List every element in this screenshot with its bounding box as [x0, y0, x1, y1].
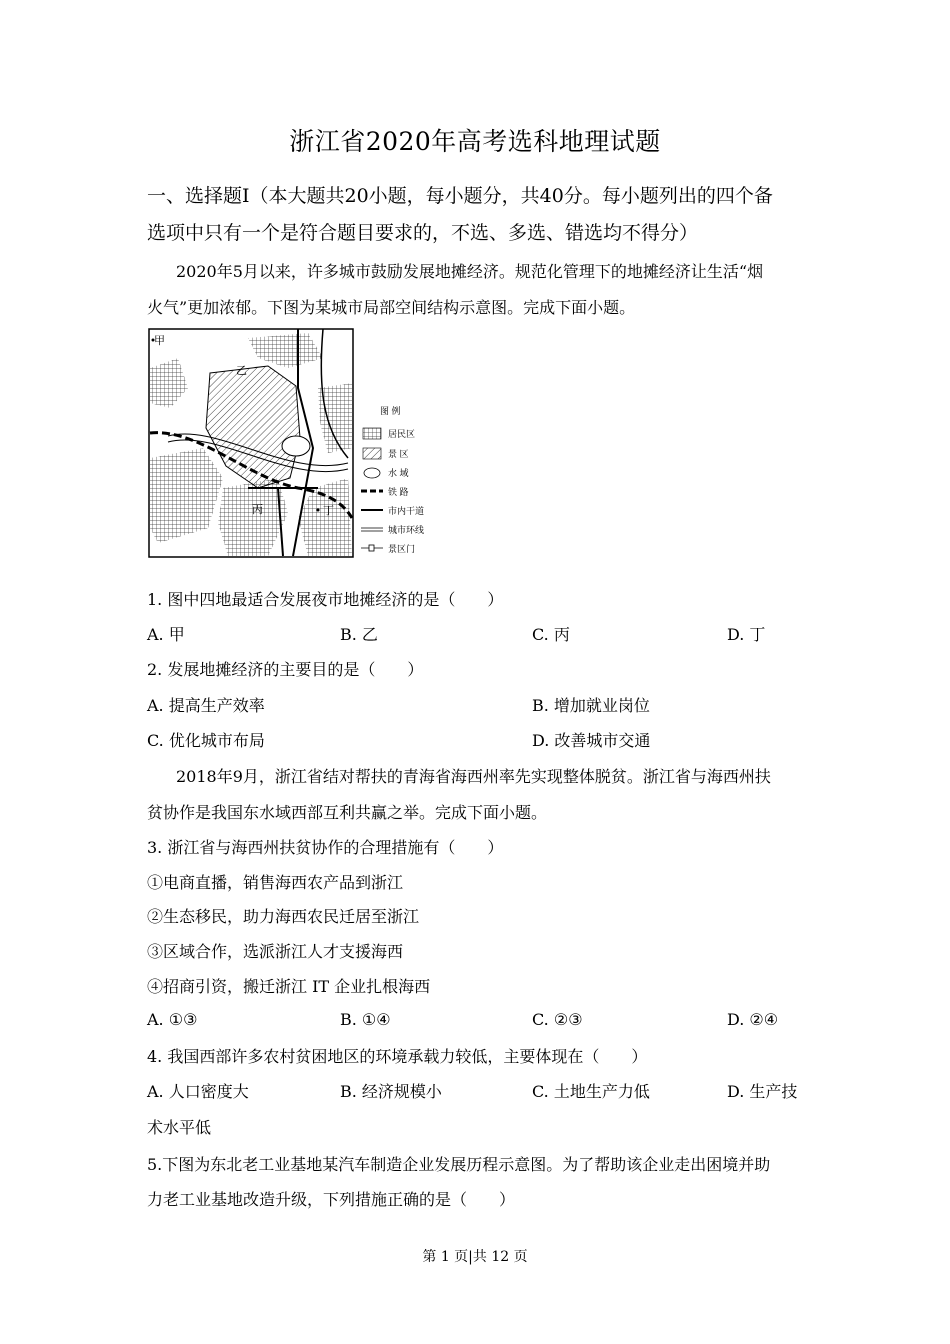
legend-item: 城市环线	[388, 525, 425, 535]
question-5-line1: 5.下图为东北老工业基地某汽车制造企业发展历程示意图。为了帮助该企业走出困境并助	[147, 1155, 771, 1174]
q3-option-b: B. ①④	[340, 1010, 391, 1029]
question-2-stem: 2. 发展地摊经济的主要目的是（ ）	[147, 660, 424, 679]
q3-item-4: ④招商引资，搬迁浙江 IT 企业扎根海西	[147, 977, 431, 996]
q3-option-c: C. ②③	[532, 1010, 583, 1029]
legend-item: 铁 路	[388, 487, 409, 497]
city-structure-map	[148, 328, 443, 560]
q2-option-a: A. 提高生产效率	[147, 696, 265, 715]
q2-option-c: C. 优化城市布局	[147, 731, 265, 750]
page-title: 浙江省2020年高考选科地理试题	[289, 127, 661, 156]
q4-option-b: B. 经济规模小	[340, 1082, 442, 1101]
section-heading-line1: 一、选择题Ⅰ（本大题共20小题，每小题分，共40分。每小题列出的四个备	[147, 185, 773, 207]
map-label-jia: 甲	[154, 335, 165, 347]
q1-option-b: B. 乙	[340, 625, 378, 644]
legend-title: 图 例	[380, 406, 401, 416]
q4-option-a: A. 人口密度大	[147, 1082, 249, 1101]
q4-option-d-continued: 术水平低	[147, 1118, 212, 1137]
section-heading-line2: 选项中只有一个是符合题目要求的，不选、多选、错选均不得分）	[147, 222, 699, 244]
question-4-stem: 4. 我国西部许多农村贫困地区的环境承载力较低，主要体现在（ ）	[147, 1047, 648, 1066]
q3-option-d: D. ②④	[727, 1010, 779, 1029]
map-label-yi: 乙	[236, 365, 247, 377]
passage2-line1: 2018年9月，浙江省结对帮扶的青海省海西州率先实现整体脱贫。浙江省与海西州扶	[176, 767, 771, 786]
q3-option-a: A. ①③	[147, 1010, 198, 1029]
question-5-line2: 力老工业基地改造升级，下列措施正确的是（ ）	[147, 1190, 516, 1209]
passage1-line2: 火气”更加浓郁。下图为某城市局部空间结构示意图。完成下面小题。	[147, 298, 636, 317]
legend-item: 市内干道	[388, 506, 425, 516]
map-label-ding: 丁	[323, 505, 334, 517]
q1-option-a: A. 甲	[147, 625, 185, 644]
q3-item-2: ②生态移民，助力海西农民迁居至浙江	[147, 907, 420, 926]
passage1-line1: 2020年5月以来，许多城市鼓励发展地摊经济。规范化管理下的地摊经济让生活“烟	[176, 262, 764, 281]
q3-item-3: ③区域合作，选派浙江人才支援海西	[147, 942, 404, 961]
map-legend	[361, 405, 424, 554]
q2-option-b: B. 增加就业岗位	[532, 696, 650, 715]
legend-item: 水 域	[388, 468, 409, 478]
water-body	[282, 436, 310, 456]
q3-item-1: ①电商直播，销售海西农产品到浙江	[147, 873, 404, 892]
question-3-stem: 3. 浙江省与海西州扶贫协作的合理措施有（ ）	[147, 838, 504, 857]
legend-item: 居民区	[388, 429, 416, 439]
q2-option-d: D. 改善城市交通	[532, 731, 651, 750]
q4-option-d: D. 生产技	[727, 1082, 798, 1101]
page-footer: 第 1 页|共 12 页	[422, 1249, 528, 1265]
passage2-line2: 贫协作是我国东水域西部互利共赢之举。完成下面小题。	[147, 803, 548, 822]
legend-item: 景 区	[388, 449, 409, 459]
question-1-stem: 1. 图中四地最适合发展夜市地摊经济的是（ ）	[147, 590, 504, 609]
map-label-bing: 丙	[252, 504, 263, 516]
legend-item: 景区门	[388, 544, 416, 554]
q1-option-c: C. 丙	[532, 625, 570, 644]
q1-option-d: D. 丁	[727, 625, 766, 644]
q4-option-c: C. 土地生产力低	[532, 1082, 650, 1101]
